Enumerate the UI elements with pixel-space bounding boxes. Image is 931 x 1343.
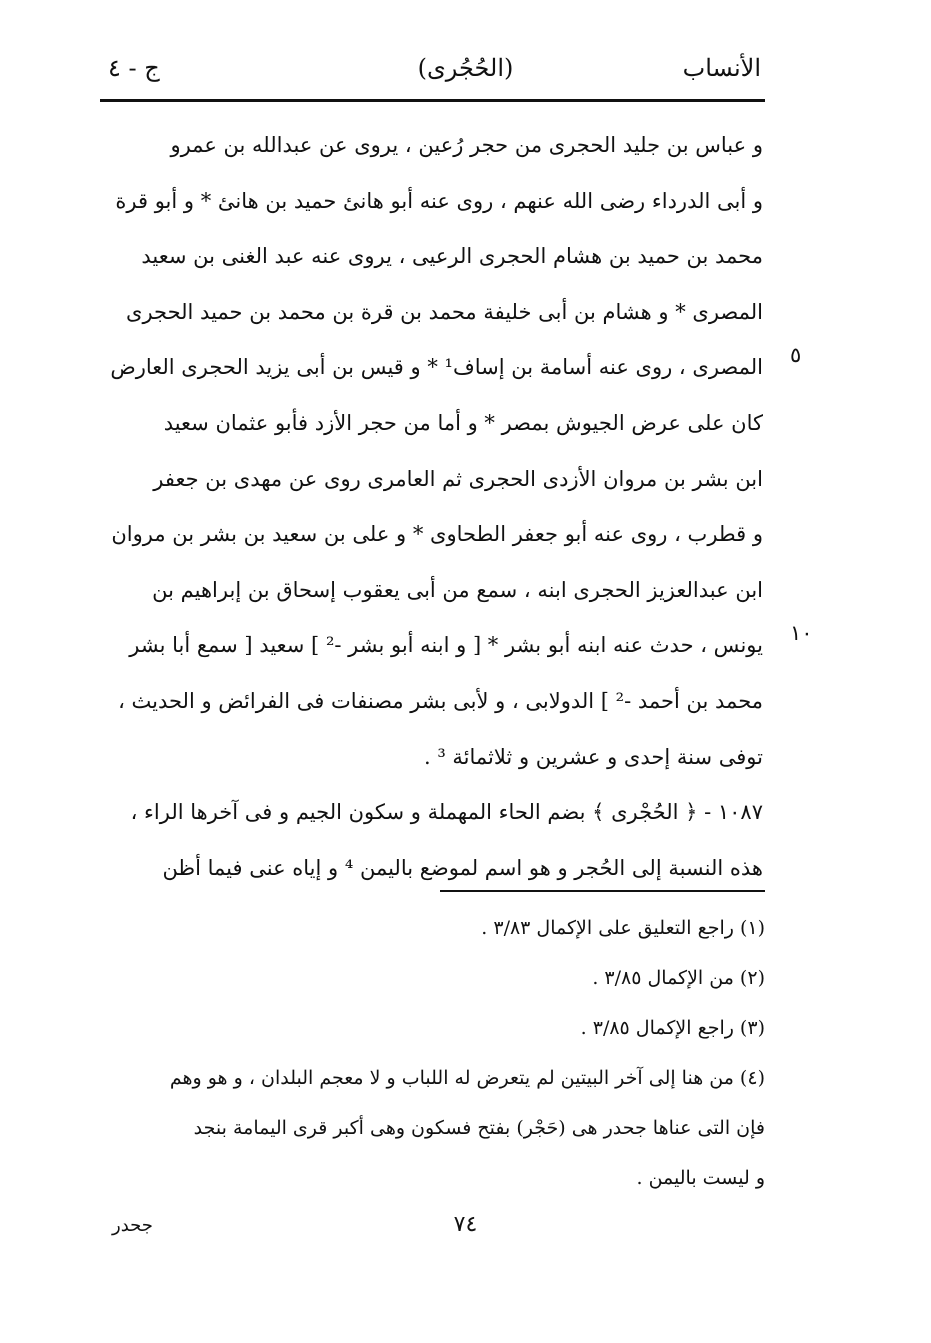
margin-line-number-10: ١٠	[790, 621, 813, 645]
footnotes	[100, 903, 765, 1203]
text-line: كان على عرض الجيوش بمصر * و أما من حجر الأزد فأبو عثمان سعيد	[163, 410, 763, 435]
running-head-title: الأنساب	[682, 54, 761, 82]
header-rule	[100, 99, 765, 102]
text-line: ابن بشر بن مروان الأزدى الحجرى ثم العامرى روى عن مهدى بن جعفر	[153, 466, 763, 491]
text-line: محمد بن حميد بن هشام الحجرى الرعيى ، يروى عنه عبد الغنى بن سعيد	[141, 244, 763, 269]
main-text	[108, 118, 763, 896]
footnote-3: (٣) راجع الإكمال ٣/٨٥ .	[580, 1017, 765, 1039]
text-line: يونس ، حدث عنه ابنه أبو بشر * [ و ابنه أبو بشر -² ] سعيد [ سمع أبا بشر	[129, 633, 763, 658]
text-line: هذه النسبة إلى الحُجر و هو اسم لموضع باليمن ⁴ و إياه عنى فيما أظن	[162, 855, 763, 880]
entry-heading-line: ١٠٨٧ - ﴿ الحُجْرى ﴾ بضم الحاء المهملة و سكون الجيم و فى آخرها الراء ،	[130, 800, 763, 825]
footnote-4-line-2: فإن التى عناها جحدر هى (حَجْر) بفتح فسكون وهى أكبر قرى اليمامة بنجد	[193, 1117, 765, 1139]
footnote-2: (٢) من الإكمال ٣/٨٥ .	[592, 967, 765, 989]
footnote-4-line-1: (٤) من هنا إلى آخر البيتين لم يتعرض له اللباب و لا معجم البلدان ، و هو وهم	[169, 1067, 765, 1089]
text-line: محمد بن أحمد -² ] الدولابى ، و لأبى بشر مصنفات فى الفرائض و الحديث ،	[118, 688, 763, 713]
margin-line-number-5: ٥	[790, 343, 802, 367]
footnote-4-line-3: و ليست باليمن .	[636, 1167, 765, 1189]
running-head-volume: ج - ٤	[108, 54, 160, 82]
text-line: و قطرب ، روى عنه أبو جعفر الطحاوى * و على بن سعيد بن بشر بن مروان	[111, 522, 763, 547]
footnote-1: (١) راجع التعليق على الإكمال ٣/٨٣ .	[481, 917, 765, 939]
text-line: ابن عبدالعزيز الحجرى ابنه ، سمع من أبى يعقوب إسحاق بن إبراهيم بن	[152, 577, 763, 602]
text-line: المصرى ، روى عنه أسامة بن إساف¹ * و قيس بن أبى يزيد الحجرى العارض	[110, 355, 763, 380]
text-line: المصرى * و هشام بن أبى خليفة محمد بن قرة بن محمد بن حميد الحجرى	[126, 299, 763, 324]
text-line: و أبى الدرداء رضى الله عنهم ، روى عنه أبو هانئ حميد بن هانئ * و أبو قرة	[115, 188, 763, 213]
running-head-entry: (الحُجُرى)	[417, 54, 514, 82]
page-number: ٧٤	[453, 1212, 478, 1237]
text-line: و عباس بن جليد الحجرى من حجر رُعين ، يروى عن عبدالله بن عمرو	[170, 133, 763, 157]
text-line: توفى سنة إحدى و عشرين و ثلاثمائة ³ .	[423, 744, 763, 769]
footnote-rule	[440, 890, 765, 892]
catchword: جحدر	[112, 1215, 153, 1236]
